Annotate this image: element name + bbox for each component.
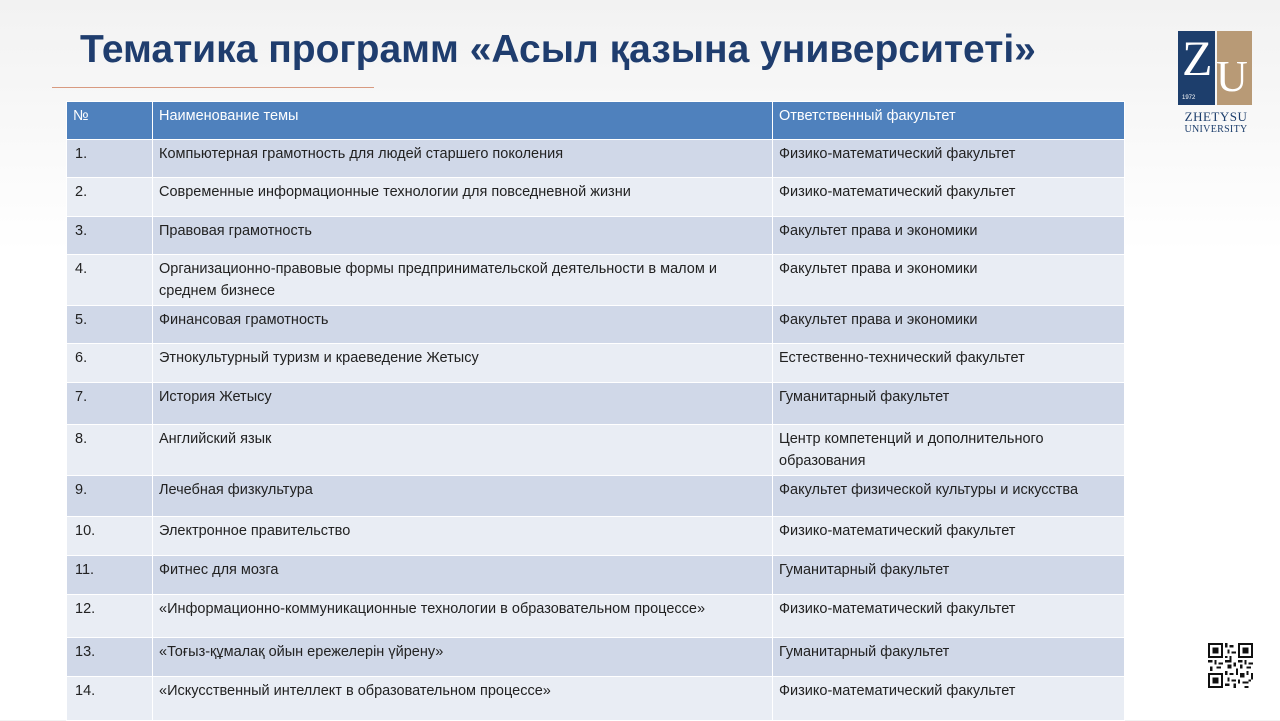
row-faculty: Гуманитарный факультет [773,383,1125,425]
row-faculty: Центр компетенций и дополнительного образования [773,425,1125,476]
row-number: 10. [67,517,153,556]
row-topic: «Тоғыз-құмалақ ойын ережелерін үйрену» [153,638,773,677]
row-number: 11. [67,556,153,595]
logo-name-line1: ZHETYSU [1184,109,1248,124]
row-topic: Этнокультурный туризм и краеведение Жетысу [153,344,773,383]
row-topic: Современные информационные технологии для повседневной жизни [153,178,773,217]
row-faculty: Факультет физической культуры и искусства [773,476,1125,517]
university-logo [1176,31,1256,141]
row-faculty: Факультет права и экономики [773,217,1125,255]
row-faculty: Физико-математический факультет [773,517,1125,556]
row-topic: Электронное правительство [153,517,773,556]
table-row [67,517,1125,556]
row-number: 14. [67,677,153,721]
row-number: 6. [67,344,153,383]
row-topic: «Информационно-коммуникационные технологии в образовательном процессе» [153,595,773,638]
row-number: 4. [67,255,153,306]
row-faculty: Гуманитарный факультет [773,556,1125,595]
row-faculty: Физико-математический факультет [773,178,1125,217]
logo-name-line2: UNIVERSITY [1184,124,1248,135]
table-row [67,383,1125,425]
logo-emblem [1178,31,1252,105]
title-underline [52,87,374,88]
header-number: № [67,102,153,140]
table-row [67,595,1125,638]
table-row [67,306,1125,344]
row-faculty: Физико-математический факультет [773,595,1125,638]
row-topic: Лечебная физкультура [153,476,773,517]
header-faculty: Ответственный факультет [773,102,1125,140]
table-row [67,140,1125,178]
header-topic: Наименование темы [153,102,773,140]
qr-code-icon [1208,643,1253,688]
row-topic: Правовая грамотность [153,217,773,255]
row-faculty: Физико-математический факультет [773,677,1125,721]
row-number: 2. [67,178,153,217]
table-row [67,556,1125,595]
logo-letter-u: U [1216,52,1248,101]
table-row [67,677,1125,721]
row-number: 5. [67,306,153,344]
row-faculty: Факультет права и экономики [773,255,1125,306]
row-topic: Английский язык [153,425,773,476]
table-row [67,178,1125,217]
row-faculty: Факультет права и экономики [773,306,1125,344]
row-topic: Фитнес для мозга [153,556,773,595]
logo-letter-z: Z [1182,30,1213,86]
row-number: 3. [67,217,153,255]
row-faculty: Гуманитарный факультет [773,638,1125,677]
topics-table [66,101,1125,721]
row-faculty: Физико-математический факультет [773,140,1125,178]
row-number: 9. [67,476,153,517]
row-topic: Организационно-правовые формы предпринимательской деятельности в малом и среднем бизнесе [153,255,773,306]
table-header-row [67,102,1125,140]
table-row [67,217,1125,255]
row-number: 12. [67,595,153,638]
row-number: 1. [67,140,153,178]
table-row [67,476,1125,517]
table-row [67,425,1125,476]
page-title: Тематика программ «Асыл қазына университеті» [80,28,1036,71]
row-number: 8. [67,425,153,476]
row-faculty: Естественно-технический факультет [773,344,1125,383]
row-topic: Финансовая грамотность [153,306,773,344]
row-number: 7. [67,383,153,425]
table-row [67,255,1125,306]
row-topic: Компьютерная грамотность для людей старшего поколения [153,140,773,178]
logo-year: 1972 [1182,95,1196,101]
row-number: 13. [67,638,153,677]
table-row [67,344,1125,383]
table-row [67,638,1125,677]
row-topic: «Искусственный интеллект в образовательном процессе» [153,677,773,721]
row-topic: История Жетысу [153,383,773,425]
